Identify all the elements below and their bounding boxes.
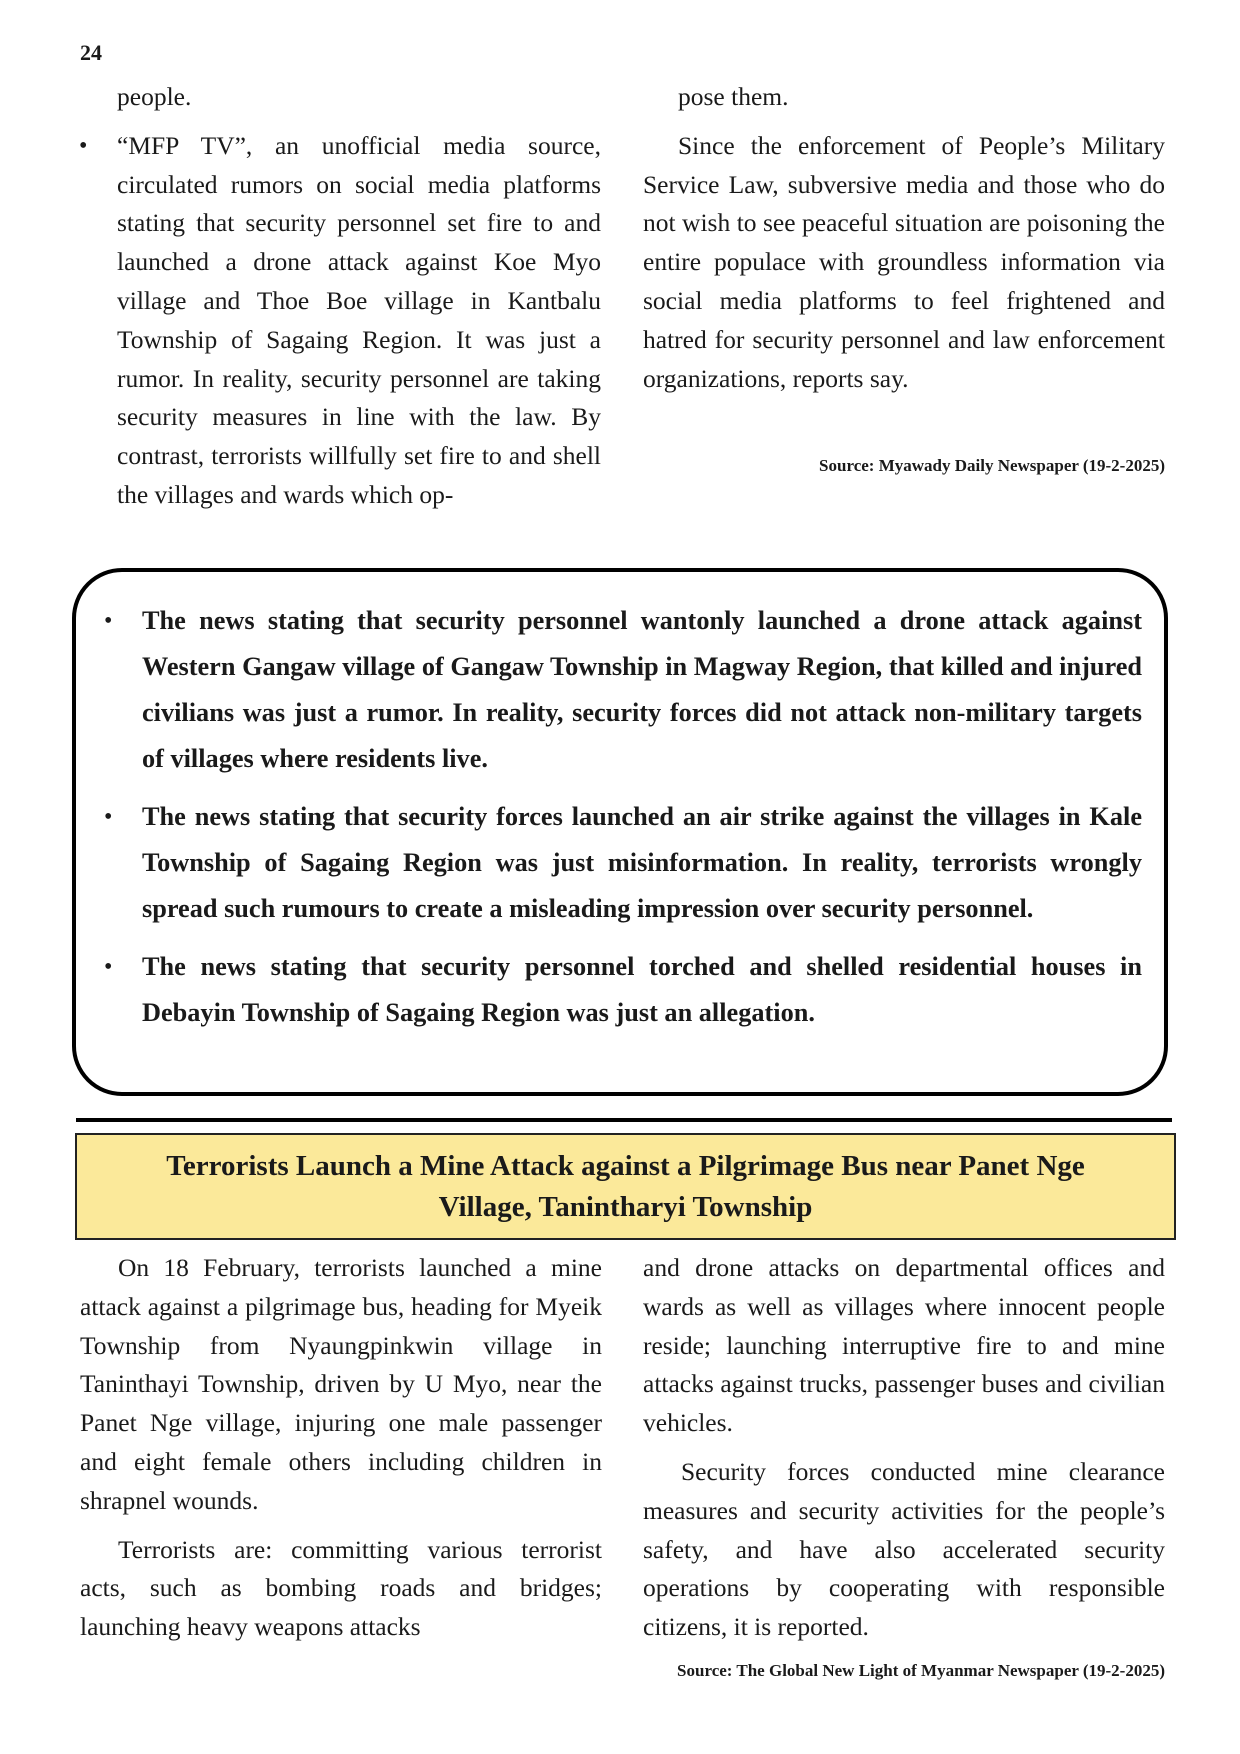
callout-box <box>72 568 1168 1096</box>
article-paragraph: and drone attacks on departmental offices and wards as well as villages where innocent people reside; launching interruptive fire to and mine attacks against trucks, passenger buses and civilian vehicles. <box>643 1253 1165 1438</box>
source-line-gnlm: Source: The Global New Light of Myanmar Newspaper (19-2-2025) <box>677 1661 1165 1680</box>
callout-list <box>104 598 1142 1048</box>
bullet-icon: • <box>104 804 113 830</box>
callout-item <box>104 598 1142 782</box>
callout-item <box>104 794 1142 932</box>
section-divider <box>76 1118 1172 1122</box>
bullet-icon: • <box>79 132 88 159</box>
callout-item-text: The news stating that security personnel torched and shelled residential houses in Debayin Township of Sagaing Region was just an allegation. <box>142 952 1142 1027</box>
top-right-column <box>643 78 1165 398</box>
mfp-tv-bullet <box>79 127 601 515</box>
article-paragraph: On 18 February, terrorists launched a mine attack against a pilgrimage bus, heading for Myeik Township from Nyaungpinkwin village in Taninthayi Township, driven by U Myo, near the Panet Nge village, injuring one male passenger and eight female others including children in shrapnel wounds. <box>80 1253 602 1515</box>
bullet-icon: • <box>104 954 113 980</box>
article-headline: Terrorists Launch a Mine Attack against a Pilgrimage Bus near Panet Nge Village, Tanintharyi Township <box>166 1149 1085 1223</box>
top-left-column <box>79 78 601 515</box>
article-left-column <box>80 1249 602 1647</box>
mfp-tv-bullet-text: “MFP TV”, an unofficial media source, circulated rumors on social media platforms stating that security personnel set fire to and launched a drone attack against Koe Myo village and Thoe Boe village in Kantbalu Township of Sagaing Region. It was just a rumor. In reality, security personnel are taking security measures in line with the law. By contrast, terrorists willfully set fire to and shell the villages and wards which op- <box>117 130 601 509</box>
article-paragraph: Terrorists are: committing various terrorist acts, such as bombing roads and bridges; launching heavy weapons attacks <box>80 1534 602 1642</box>
bullet-icon: • <box>104 608 113 634</box>
callout-item-text: The news stating that security personnel wantonly launched a drone attack against Western Gangaw village of Gangaw Township in Magway Region, that killed and injured civilians was just a rumor. In reality, security forces did not attack non-military targets of villages where residents live. <box>142 606 1142 773</box>
headline-box <box>75 1133 1176 1240</box>
callout-item-text: The news stating that security forces launched an air strike against the villages in Kale Township of Sagaing Region was just misinformation. In reality, terrorists wrongly spread such rumours to create a misleading impression over security personnel. <box>142 802 1142 923</box>
right-continuation-text: pose them. <box>678 82 789 111</box>
article-right-column <box>643 1249 1165 1647</box>
source-line-myawady: Source: Myawady Daily Newspaper (19-2-2025) <box>819 456 1165 475</box>
right-paragraph: Since the enforcement of People’s Military Service Law, subversive media and those who do not wish to see peaceful situation are poisoning the entire populace with groundless information via social media platforms to feel frightened and hatred for security personnel and law enforcement organizations, reports say. <box>643 130 1165 393</box>
callout-item <box>104 944 1142 1036</box>
article-paragraph: Security forces conducted mine clearance measures and security activities for the people’s safety, and have also accelerated security operations by cooperating with responsible citizens, it is reported. <box>643 1456 1165 1642</box>
left-continuation-text: people. <box>117 82 192 111</box>
page-number: 24 <box>80 40 102 65</box>
